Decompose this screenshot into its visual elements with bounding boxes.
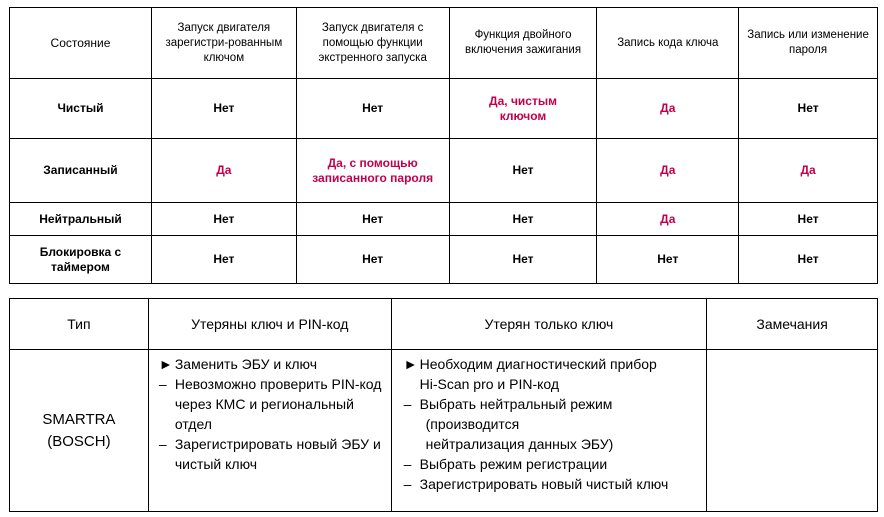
- list-item: [404, 354, 703, 374]
- cell-value: Нет: [739, 79, 878, 139]
- lost-key-header-row: [10, 299, 878, 350]
- lost-key-and-pin-steps: [148, 350, 391, 512]
- step-text: Заменить ЭБУ и ключ: [174, 356, 318, 372]
- dash-bullet-icon: –: [158, 376, 167, 392]
- key-state-header-row: [10, 8, 878, 79]
- lost-key-table: [9, 298, 878, 512]
- cell-value: Да, с помощью записанного пароля: [296, 139, 449, 203]
- cell-value: Нет: [296, 79, 449, 139]
- step-text: Выбрать нейтральный режим: [419, 396, 613, 412]
- dash-bullet-icon: –: [403, 396, 412, 412]
- state-label: Нейтральный: [10, 203, 152, 236]
- step-text: Hi-Scan pro и PIN-код: [419, 376, 560, 392]
- table-row: [10, 79, 878, 139]
- cell-value: Нет: [449, 236, 597, 284]
- header-type: Тип: [10, 299, 149, 350]
- state-label: Блокировка с таймером: [10, 236, 152, 284]
- header-state: Состояние: [10, 8, 152, 79]
- cell-value: Нет: [449, 139, 597, 203]
- cell-value: Нет: [739, 236, 878, 284]
- table-row: [10, 203, 878, 236]
- state-label: Чистый: [10, 79, 152, 139]
- arrow-bullet-icon: ►: [403, 356, 418, 372]
- cell-value: Да: [151, 139, 296, 203]
- table-row: [10, 236, 878, 284]
- key-state-table: [9, 7, 878, 284]
- header-key-code-write: Запись кода ключа: [597, 8, 739, 79]
- cell-value: Да: [739, 139, 878, 203]
- cell-value: Нет: [449, 203, 597, 236]
- table-row: [10, 350, 878, 512]
- list-item: [404, 434, 703, 454]
- cell-value: Нет: [151, 236, 296, 284]
- type-maker: (BOSCH): [47, 432, 111, 450]
- header-start-registered-key: Запуск двигателя зарегистри-рованным ключом: [151, 8, 296, 79]
- type-cell: [10, 350, 149, 512]
- step-text: нейтрализация данных ЭБУ): [425, 436, 614, 452]
- cell-value: Нет: [296, 236, 449, 284]
- cell-value: Нет: [739, 203, 878, 236]
- cell-value: Нет: [151, 79, 296, 139]
- list-item: [404, 474, 703, 494]
- lost-key-only-steps: [391, 350, 707, 512]
- header-password-write: Запись или изменение пароля: [739, 8, 878, 79]
- table-row: [10, 139, 878, 203]
- cell-value: Да, чистым ключом: [449, 79, 597, 139]
- cell-value: Нет: [151, 203, 296, 236]
- list-item: [159, 374, 383, 434]
- dash-bullet-icon: –: [158, 436, 167, 452]
- step-text: Необходим диагностический прибор: [419, 356, 657, 372]
- type-name: SMARTRA: [42, 410, 116, 428]
- list-item: [159, 434, 383, 474]
- dash-bullet-icon: –: [403, 456, 412, 472]
- arrow-bullet-icon: ►: [158, 356, 173, 372]
- list-item: [404, 454, 703, 474]
- header-double-ignition: Функция двойного включения зажигания: [449, 8, 597, 79]
- header-lost-key-and-pin: Утеряны ключ и PIN-код: [148, 299, 391, 350]
- header-lost-key-only: Утерян только ключ: [391, 299, 707, 350]
- cell-value: Нет: [597, 236, 739, 284]
- cell-value: Да: [597, 79, 739, 139]
- state-label: Записанный: [10, 139, 152, 203]
- step-text: Невозможно проверить PIN-код через КМС и региональный отдел: [174, 376, 382, 432]
- list-item: [404, 394, 703, 414]
- cell-value: Да: [597, 203, 739, 236]
- step-text: Зарегистрировать новый чистый ключ: [419, 476, 669, 492]
- cell-value: Нет: [296, 203, 449, 236]
- step-text: Зарегистрировать новый ЭБУ и чистый ключ: [174, 436, 381, 472]
- header-remarks: Замечания: [707, 299, 878, 350]
- header-emergency-start: Запуск двигателя с помощью функции экстренного запуска: [296, 8, 449, 79]
- list-item: [159, 354, 383, 374]
- dash-bullet-icon: –: [403, 476, 412, 492]
- step-text: (производится: [425, 416, 520, 432]
- list-item: [404, 374, 703, 394]
- list-item: [404, 414, 703, 434]
- remarks-cell: [707, 350, 878, 512]
- step-text: Выбрать режим регистрации: [419, 456, 608, 472]
- cell-value: Да: [597, 139, 739, 203]
